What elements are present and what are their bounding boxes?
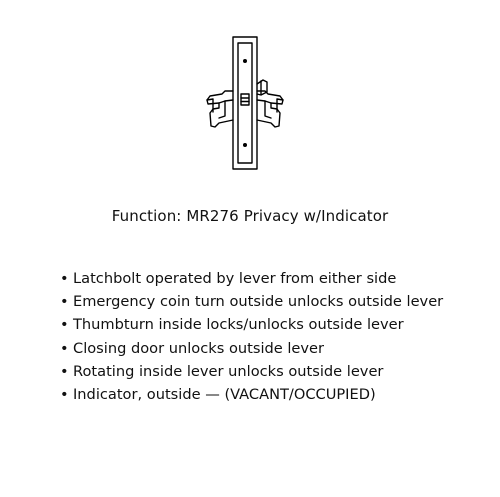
feature-text: Rotating inside lever unlocks outside lever	[73, 362, 384, 380]
bullet-icon: •	[60, 339, 69, 357]
list-item	[60, 360, 443, 383]
bullet-icon: •	[60, 386, 69, 404]
list-item	[60, 313, 443, 336]
bullet-icon: •	[60, 362, 69, 380]
outside-lever-icon	[207, 91, 233, 127]
list-item	[60, 267, 443, 290]
bullet-icon: •	[60, 316, 69, 334]
list-item	[60, 383, 443, 406]
faceplate-screw-bottom	[243, 143, 247, 147]
faceplate-outer	[233, 37, 257, 169]
feature-text: Emergency coin turn outside unlocks outside lever	[73, 293, 444, 311]
faceplate-screw-top	[243, 59, 247, 63]
feature-list	[60, 267, 443, 406]
mortise-lock-diagram-icon	[195, 34, 305, 174]
feature-text: Latchbolt operated by lever from either side	[73, 270, 397, 287]
feature-text: Indicator, outside — (VACANT/OCCUPIED)	[73, 386, 376, 404]
feature-text: Closing door unlocks outside lever	[73, 339, 325, 357]
list-item	[60, 290, 443, 313]
function-title: Function: MR276 Privacy w/Indicator	[111, 207, 389, 225]
list-item	[60, 337, 443, 360]
bullet-icon: •	[60, 293, 69, 311]
inside-lever-icon	[257, 91, 283, 127]
bullet-icon: •	[60, 270, 69, 287]
thumbturn-icon	[257, 80, 267, 95]
feature-text: Thumbturn inside locks/unlocks outside lever	[73, 316, 404, 334]
